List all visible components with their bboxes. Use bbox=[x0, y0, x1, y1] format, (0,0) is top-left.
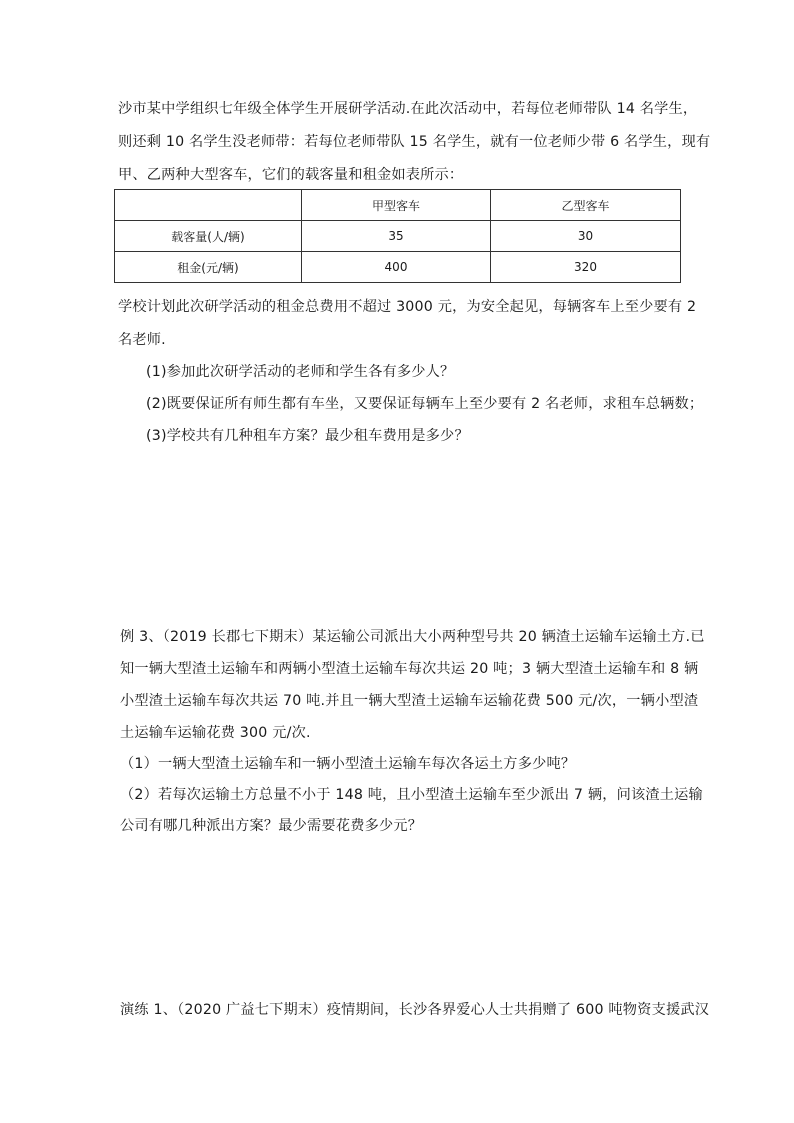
problem-text-line: 则还剩 10 名学生没老师带：若每位老师带队 15 名学生，就有一位老师少带 6 名学生，现有 bbox=[118, 134, 711, 150]
question-item: 公司有哪几种派出方案？最少需要花费多少元？ bbox=[120, 818, 423, 834]
question-item: (1)参加此次研学活动的老师和学生各有多少人？ bbox=[146, 364, 455, 380]
question-item: (2)既要保证所有师生都有车坐，又要保证每辆车上至少要有 2 名老师，求租车总辆数； bbox=[146, 396, 704, 412]
table-cell: 载客量(人/辆) bbox=[115, 221, 302, 252]
table-cell: 租金(元/辆) bbox=[115, 252, 302, 283]
table-row bbox=[115, 252, 681, 283]
example-text-line: 土运输车运输花费 300 元/次. bbox=[120, 725, 311, 741]
problem-text-line: 名老师. bbox=[118, 332, 166, 348]
example-text-line: 小型渣土运输车每次共运 70 吨.并且一辆大型渣土运输车运输花费 500 元/次，一辆小型渣 bbox=[120, 693, 699, 709]
table-header-cell: 乙型客车 bbox=[491, 190, 681, 221]
table-cell: 35 bbox=[302, 221, 491, 252]
table-cell: 400 bbox=[302, 252, 491, 283]
practice-text-line: 演练 1、（2020 广益七下期末）疫情期间，长沙各界爱心人士共捐赠了 600 吨物资支援武汉 bbox=[120, 1002, 710, 1018]
question-item: （2）若每次运输土方总量不小于 148 吨，且小型渣土运输车至少派出 7 辆，问该渣土运输 bbox=[120, 787, 703, 803]
question-item: （1）一辆大型渣土运输车和一辆小型渣土运输车每次各运土方多少吨？ bbox=[120, 756, 576, 772]
table-header-cell: 甲型客车 bbox=[302, 190, 491, 221]
problem-text-line: 学校计划此次研学活动的租金总费用不超过 3000 元，为安全起见，每辆客车上至少要有 2 bbox=[118, 299, 697, 315]
question-item: (3)学校共有几种租车方案？最少租车费用是多少？ bbox=[146, 428, 469, 444]
table-row bbox=[115, 221, 681, 252]
example-text-line: 知一辆大型渣土运输车和两辆小型渣土运输车每次共运 20 吨；3 辆大型渣土运输车和 8 辆 bbox=[120, 661, 699, 677]
problem-text-line: 沙市某中学组织七年级全体学生开展研学活动.在此次活动中，若每位老师带队 14 名学生， bbox=[118, 101, 698, 117]
problem-text-line: 甲、乙两种大型客车，它们的载客量和租金如表所示： bbox=[118, 167, 464, 183]
table-cell: 30 bbox=[491, 221, 681, 252]
table-cell: 320 bbox=[491, 252, 681, 283]
bus-fee-table bbox=[114, 189, 681, 283]
table-header-cell bbox=[115, 190, 302, 221]
example-text-line: 例 3、（2019 长郡七下期末）某运输公司派出大小两种型号共 20 辆渣土运输车运输土方.已 bbox=[120, 629, 705, 645]
table-header-row bbox=[115, 190, 681, 221]
